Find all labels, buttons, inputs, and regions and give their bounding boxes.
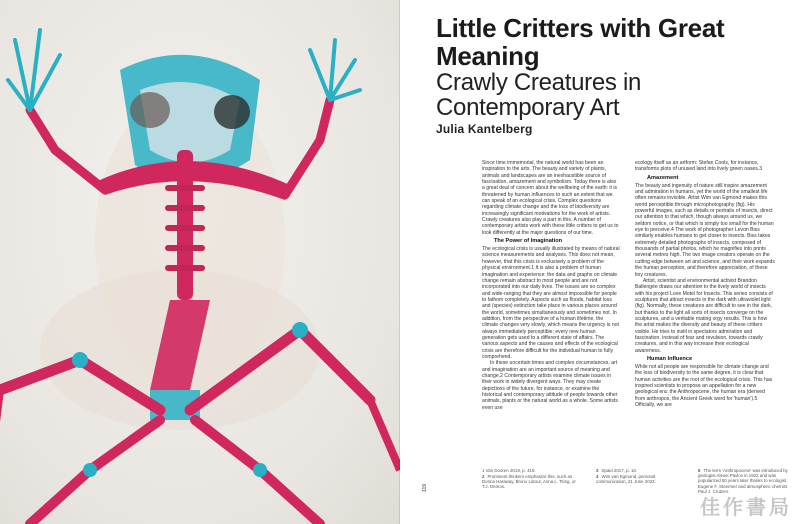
article-title: Little Critters with Great Meaning [436,13,725,71]
footnote-text: 1 Van Dooren 2019, p. 419. [482,468,536,473]
footnote-number: 5 [698,468,701,473]
publisher-watermark: 佳作書局 [700,495,792,519]
paragraph-amazement: The beauty and ingenuity of nature still inspire amazement and admiration in humans, yet the world of the smallest life often remains invisible. Artist Wim van Egmond makes this world perceptible through microphotography (fig). His powerful images, such as details or portraits of insects, direct our attention to that which, though always around us, we seldom notice, or that which is simply too small for the human eye to perceive.4 The work of photographer Levon Biss similarly enables humans to get closer to insects. Biss takes extremely detailed photographs of insects, composed of thousands of partial photos, which he magnifies into prints several metres high. The two image creators operate on the cutting edge between art and science, and their work expands the human perception, and therefore appreciation, of these tiny creatures. [635,182,775,278]
article-author: Julia Kantelberg [436,122,533,136]
footnote-number: 3 [596,468,599,473]
footnote-3 [596,468,686,473]
text-column-right [635,160,775,408]
paragraph-uncertain: In these uncertain times and complex circumstances, art and imagination are an important source of meaning and change.2 Contemporary artists examine climate issues in their work in widely divergent ways. They may create depictions of the future, for instance, or examine the historical and contemporary attitude of people towards other animals, plants or the natural world as a whole. Some artists even use [482,360,618,411]
paragraph-ballengee: Artist, scientist and environmental activist Brandon Ballengée draws our attention to the lively world of insects with his project Love Motel for Insects. This series consists of sculptures that attract insects in the dark with ultraviolet light (fig). Normally, these creatures are difficult to see in the dark, but thanks to the light all sorts of insects converge on the sculptures, and a veritable mating orgy results. This is how the artist makes the diversity and beauty of these critters visible. He tries to instil in spectators admiration and fascination, instead of fear and revulsion, towards crawly creatures, and in this way increase their ecological awareness. [635,277,773,354]
section-heading-influence: Human Influence [647,355,693,362]
article-subtitle: Crawly Creatures in Contemporary Art [436,69,642,121]
paragraph-ecology: ecology itself as an artform: Stefan Cools, for instance, transforms plots of unused land into lively green oases.3 [635,160,763,173]
page-number: 119 [422,483,428,492]
section-heading-power: The Power of Imagination [494,238,563,245]
section-heading-amazement: Amazement [647,174,679,181]
text-column-left [482,160,620,411]
footnote-text: The term 'Anthropocene' was introduced by geologist Alexei Pavlov in 1922 and was popularized 50 years later thanks to ecologist Eugene F. Stoermer and atmospheric chemist Paul J. Crutzen. [698,468,788,494]
footnote-1 [482,468,582,473]
intro-paragraph: Since time immemorial, the natural world has been an inspiration to the arts. The beauty and variety of plants, animals and landscapes are an inexhaustible source of fascination, amazement and symbolism. Today there is also a great deal of concern about the wellbeing of the earth: it is threatened by human influences to such an extent that we can speak of an ecological crisis. Complex questions regarding climate change and the loss of biodiversity are increasingly significant motivations for the work of artists. Crawly creatures also play a part in this. A number of contemporary artists work with these little critters to get us to look differently at the major questions of our time. [482,160,619,236]
paragraph-power: The ecological crisis is usually illustrated by means of natural science measurements and analyses. This does not mean, however, that this crisis is exclusively a problem of the physical environment.1 It is also a problem of human imagination and experience: the data and graphs on climate change remain abstract to most people and are not incorporated into our daily lives. The issues are so complex and wide-ranging that they are almost impossible for people to fathom completely. Aspects such as floods, habitat loss and (species) extinction take place in various places around the world, sometimes simultaneously and sometimes not. In addition, from the perspective of a human lifetime, the climate changes very slowly, which means the urgency is not always immediately perceptible; every new human generation gets used to a different state of affairs. The various aspects and the causes and effects of the ecological crisis are therefore difficult for the individual human to fully comprehend. [482,246,620,360]
footnote-2 [482,474,582,490]
footnote-text: Wim van Egmond, personal communication, 21 June 2022. [596,474,656,485]
footnote-4 [596,474,686,484]
footnote-number: 4 [596,474,599,479]
footnote-text: Spaid 2017, p. 16. [601,468,638,473]
footnote-number: 2 [482,474,485,479]
footnote-text: Prominent thinkers emphasize this, such as Donna Haraway, Bruno Latour, Anna L. Tsing, or T.J. Demos. [482,474,576,490]
paragraph-influence: While not all people are responsible for climate change and the loss of biodiversity to the same degree, it is clear that human activities are the root of the ecological crisis. This has inspired scientists to propose an appellation for a new geological era: the Anthropocene, the human era (derived from anthropos, the Ancient Greek word for 'human').5 Officially, we are [635,363,773,409]
right-page [400,0,800,524]
